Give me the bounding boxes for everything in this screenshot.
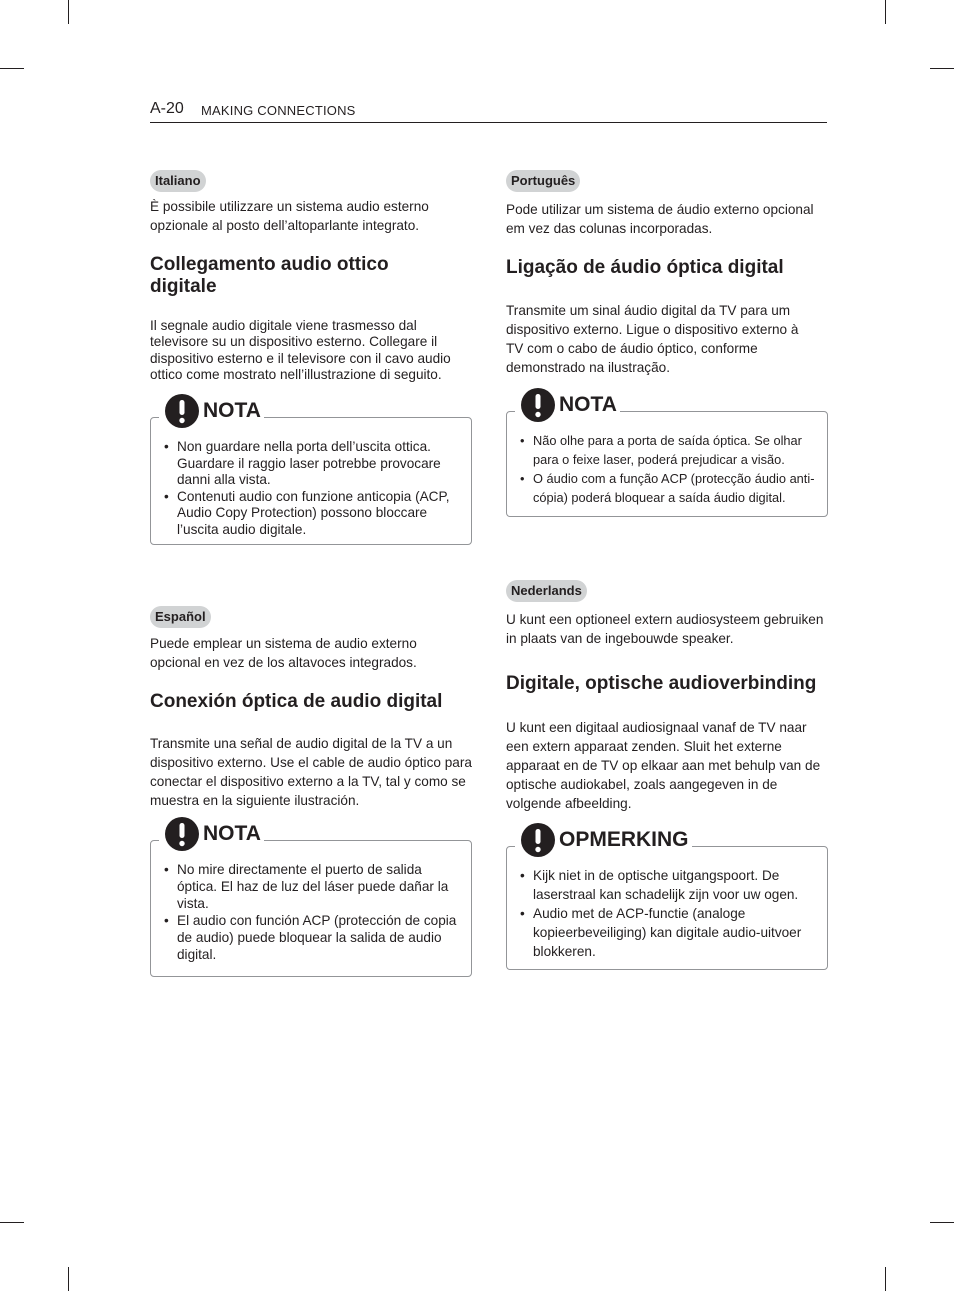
- note-item: • Contenuti audio con funzione anticopia (ACP, Audio Copy Protection) possono bloccare l’uscita audio digitale.: [164, 489, 464, 539]
- language-tag-espanol: Español: [150, 606, 211, 628]
- note-list: [164, 439, 464, 538]
- body-text-portugues: Transmite um sinal áudio digital da TV para um dispositivo externo. Ligue o dispositivo externo à TV com o cabo de áudio óptico, conforme demonstrado na ilustração.: [506, 303, 799, 375]
- note-item: • No mire directamente el puerto de salida óptica. El haz de luz del láser puede dañar la vista.: [164, 861, 464, 912]
- note-item: • Non guardare nella porta dell’uscita ottica. Guardare il raggio laser potrebbe provocare danni alla vista.: [164, 439, 464, 489]
- note-item: • Audio met de ACP-functie (analoge kopieerbeveiliging) kan digitale audio-uitvoer blokkeren.: [520, 904, 820, 961]
- note-list: [520, 431, 820, 507]
- note-box-italiano: [150, 399, 472, 545]
- body-text-nederlands: U kunt een digitaal audiosignaal vanaf de TV naar een extern apparaat zenden. Sluit het externe apparaat en de TV op elkaar aan met behulp van de optische audiokabel, zoals aangegeven in de volgende afbeelding.: [506, 720, 821, 811]
- crop-mark: [885, 1267, 886, 1291]
- note-title: NOTA: [559, 393, 617, 416]
- crop-mark: [68, 1267, 69, 1291]
- intro-text-espanol: Puede emplear un sistema de audio externo opcional en vez de los altavoces integrados.: [150, 636, 417, 670]
- section-heading-nederlands: Digitale, optische audioverbinding: [506, 673, 817, 694]
- running-title: MAKING CONNECTIONS: [201, 103, 356, 118]
- note-item: • O áudio com a função ACP (protecção áudio anti-cópia) poderá bloquear a saída áudio digital.: [520, 469, 820, 507]
- note-box-nederlands: [506, 828, 828, 970]
- body-text-espanol: Transmite una señal de audio digital de la TV a un dispositivo externo. Use el cable de audio óptico para conectar el dispositivo externo a la TV, tal y como se muestra en la siguiente ilustración.: [150, 736, 472, 808]
- note-item: • Não olhe para a porta de saída óptica. Se olhar para o feixe laser, poderá prejudicar a visão.: [520, 431, 820, 469]
- note-header: [515, 388, 620, 422]
- intro-text-portugues: Pode utilizar um sistema de áudio externo opcional em vez das colunas incorporadas.: [506, 202, 814, 236]
- page-number: A-20: [150, 100, 184, 117]
- body-text-italiano: Il segnale audio digitale viene trasmesso dal televisore su un dispositivo esterno. Collegare il dispositivo esterno e il televisore con il cavo audio ottico come mostrato nell’illustrazione di seguito.: [150, 318, 451, 382]
- exclamation-circle-icon: [521, 823, 555, 857]
- page-header: [150, 100, 827, 123]
- crop-mark: [68, 0, 69, 24]
- note-item: • El audio con función ACP (protección de copia de audio) puede bloquear la salida de audio digital.: [164, 912, 464, 963]
- language-tag-italiano: Italiano: [150, 170, 206, 192]
- note-item: • Kijk niet in de optische uitgangspoort. De laserstraal kan schadelijk zijn voor uw ogen.: [520, 866, 820, 904]
- intro-text-nederlands: U kunt een optioneel extern audiosysteem gebruiken in plaats van de ingebouwde speaker.: [506, 612, 824, 646]
- note-title: OPMERKING: [559, 828, 689, 851]
- exclamation-circle-icon: [521, 388, 555, 422]
- crop-mark: [0, 68, 24, 69]
- intro-text-italiano: È possibile utilizzare un sistema audio esterno opzionale al posto dell’altoparlante integrato.: [150, 199, 429, 233]
- note-title: NOTA: [203, 822, 261, 845]
- language-tag-portugues: Português: [506, 170, 580, 192]
- exclamation-circle-icon: [165, 817, 199, 851]
- crop-mark: [0, 1222, 24, 1223]
- crop-mark: [930, 68, 954, 69]
- note-header: [159, 817, 264, 851]
- note-list: [164, 861, 464, 963]
- note-title: NOTA: [203, 399, 261, 422]
- note-box-espanol: [150, 822, 472, 977]
- note-list: [520, 866, 820, 961]
- section-heading-portugues: Ligação de áudio óptica digital: [506, 257, 784, 278]
- section-heading-espanol: Conexión óptica de audio digital: [150, 691, 443, 712]
- note-box-portugues: [506, 393, 828, 517]
- crop-mark: [930, 1222, 954, 1223]
- note-header: [159, 394, 264, 428]
- language-tag-nederlands: Nederlands: [506, 580, 587, 602]
- section-heading-italiano: Collegamento audio ottico digitale: [150, 254, 389, 297]
- crop-mark: [885, 0, 886, 24]
- note-header: [515, 823, 692, 857]
- exclamation-circle-icon: [165, 394, 199, 428]
